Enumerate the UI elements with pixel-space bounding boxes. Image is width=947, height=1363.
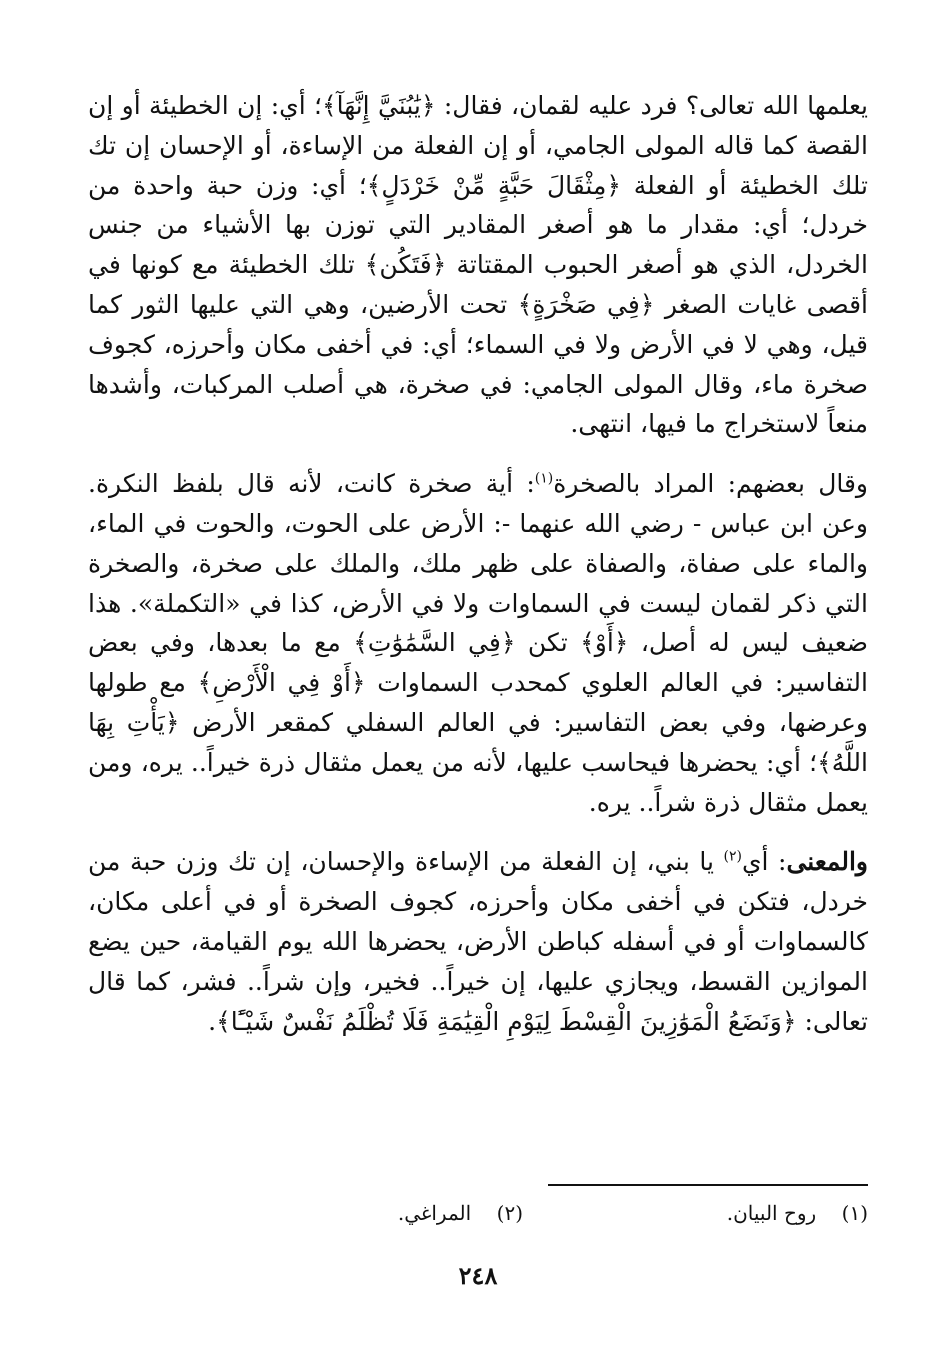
- text-run: مع طولها وعرضها، وفي بعض التفاسير: في العالم السفلي كمقعر الأرض: [88, 668, 868, 737]
- quran-quote: ﴿يَأْتِ بِهَا اللَّهُ﴾: [88, 707, 868, 777]
- text-run: ؛ أي: وزن حبة واحدة من خردل؛ أي: مقدار ما هو أصغر المقادير التي توزن بها الأشياء من جنس الخردل، الذي هو أصغر الحبوب المقتاتة: [88, 170, 868, 280]
- footnote-divider: [548, 1184, 868, 1186]
- footnote-2-marker: (٢): [496, 1201, 523, 1225]
- text-run: تكن: [515, 628, 581, 658]
- text-run: : أية صخرة كانت، لأنه قال بلفظ النكرة. وعن ابن عباس - رضي الله عنهما -: الأرض على الحوت، والحوت في الماء، والماء على صفاة، والصفاة على ظهر ملك، والملك على صخرة، والصخرة التي ذكر لقمان ليست في السماوات ولا في الأرض، كذا في «التكملة». هذا ضعيف ليس له أصل،: [88, 469, 868, 658]
- text-run: يعلمها الله تعالى؟ فرد عليه لقمان، فقال:: [435, 91, 869, 120]
- body-text: [88, 86, 868, 1041]
- quran-quote: ﴿يَٰبُنَيَّ إِنَّهَآ﴾: [321, 91, 436, 120]
- quran-quote: ﴿فِي السَّمَٰوَٰتِ﴾: [353, 628, 516, 658]
- footnote-1-text: روح البيان.: [726, 1201, 817, 1225]
- footnote-2-text: المراغي.: [397, 1201, 472, 1225]
- quran-quote: ﴿وَنَضَعُ الْمَوَٰزِينَ الْقِسْطَ لِيَوْمِ الْقِيَٰمَةِ فَلَا تُظْلَمُ نَفْسٌ شَيْـًٔا﴾: [216, 1006, 797, 1036]
- footnote-1: [727, 1198, 868, 1228]
- book-page: [88, 86, 869, 1290]
- text-run: تحت الأرضين، وهي التي عليها الثور كما قيل، وهي لا في الأرض ولا في السماء؛ أي: في أخفى مكان وأحرزه، كجوف صخرة ماء، وقال المولى الجامي: في صخرة، هي أصلب المركبات، وأشدها منعاً لاستخراج ما فيها، انتهى.: [88, 289, 868, 439]
- page-number: ٢٤٨: [458, 1261, 498, 1290]
- quran-quote: ﴿أَوْ﴾: [580, 628, 629, 658]
- text-run: ؛ أي: إن الخطيئة أو إن القصة كما قاله المولى الجامي، أو إن الفعلة من الإساءة، أو الإحسان إن تك تلك الخطيئة أو الفعلة: [88, 91, 869, 200]
- quran-quote: ﴿أَوْ فِي الْأَرْضِ﴾: [197, 668, 366, 698]
- paragraph-3: [88, 842, 868, 1041]
- text-run: .: [208, 1006, 217, 1036]
- footnote-ref: (٢): [723, 849, 742, 866]
- text-run: وقال بعضهم: المراد بالصخرة: [553, 469, 868, 499]
- footnote-ref: (١): [534, 470, 554, 487]
- quran-quote: ﴿فِي صَخْرَةٍ﴾: [517, 289, 655, 319]
- lead-word: والمعنى: [786, 847, 868, 877]
- quran-quote: ﴿فَتَكُن﴾: [364, 250, 447, 280]
- text-run: تلك الخطيئة مع كونها في أقصى غايات الصغر: [88, 250, 869, 319]
- footnote-2: [398, 1198, 523, 1228]
- quran-quote: ﴿مِثْقَالَ حَبَّةٍ مِّنْ خَرْدَلٍ﴾: [366, 170, 622, 200]
- text-run: : أي: [741, 847, 787, 877]
- footnote-1-marker: (١): [841, 1201, 868, 1225]
- text-run: يا بني، إن الفعلة من الإساءة والإحسان، إن تك وزن حبة من خردل، فتكن في أخفى مكان وأحرزه، كجوف الصخرة أو في أعلى مكان، كالسماوات أو في أسفله كباطن الأرض، يحضرها الله يوم القيامة، حين يضع الموازين القسط، ويجازي عليها، إن خيراً.. فخير، وإن شراً.. فشر، كما قال تعالى:: [88, 847, 868, 1036]
- footnotes: [88, 1198, 868, 1228]
- paragraph-1: [88, 86, 868, 444]
- text-run: ؛ أي: يحضرها فيحاسب عليها، لأنه من يعمل مثقال ذرة خيراً.. يره، ومن يعمل مثقال ذرة شراً.. يره.: [88, 747, 868, 817]
- text-run: مع ما بعدها، وفي بعض التفاسير: في العالم العلوي كمحدب السماوات: [88, 628, 868, 698]
- paragraph-2: [88, 464, 868, 822]
